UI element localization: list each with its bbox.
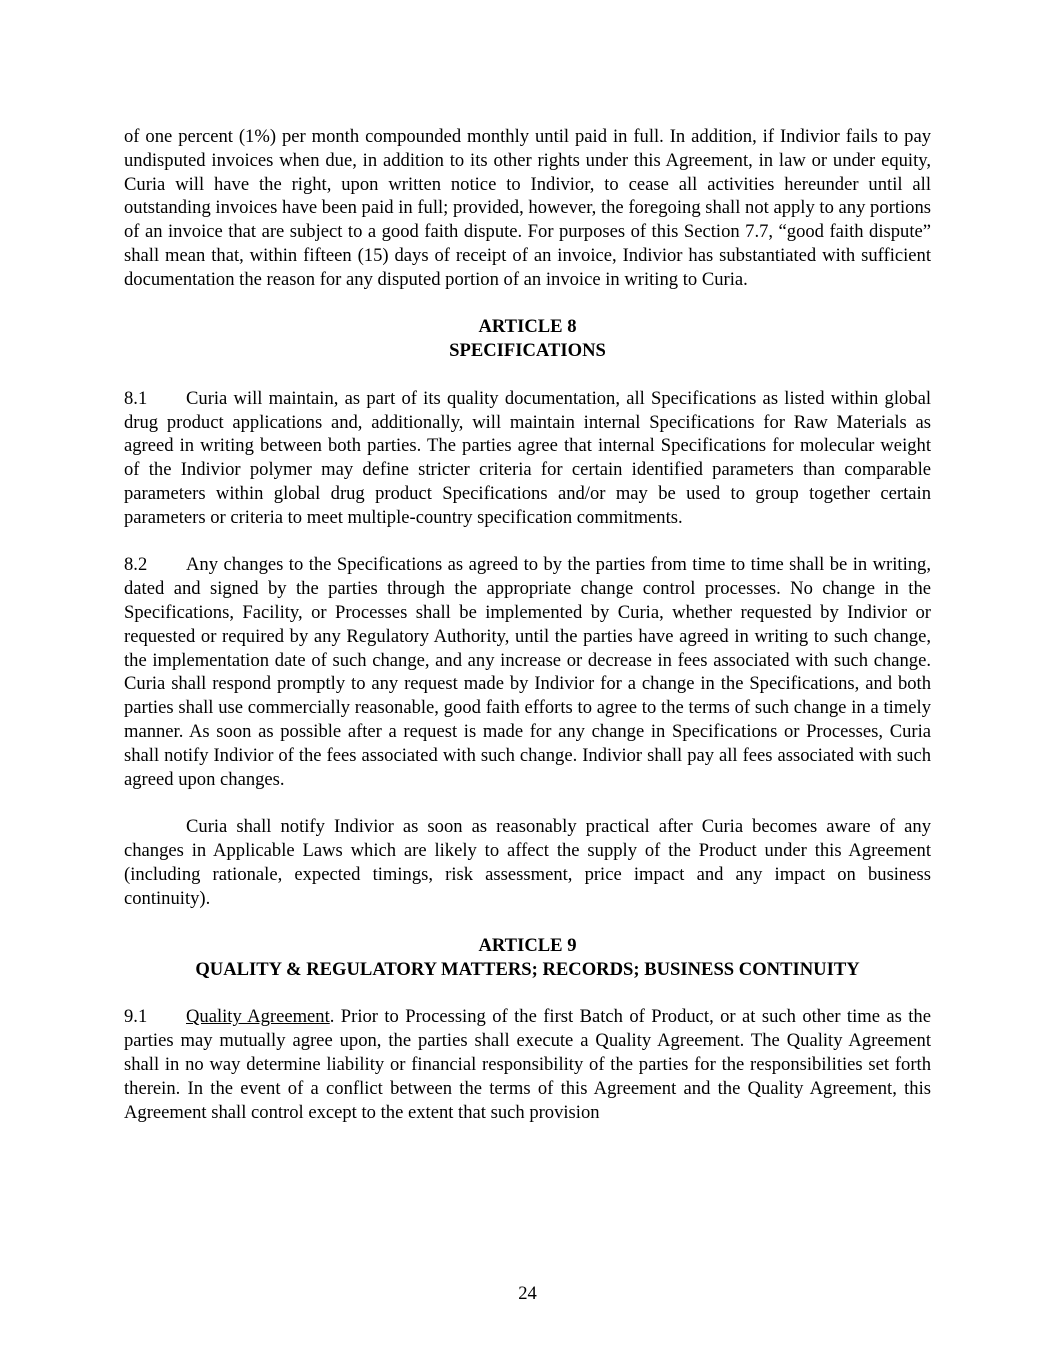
section-9-1-heading: Quality Agreement (186, 1006, 330, 1028)
section-8-2-text: Any changes to the Specifications as agreed to by the parties from time to time shall be in writing, dated and signed by the parties through the appropriate change control processes. No change in the Specifications, Facility, or Processes shall be implemented by Curia, whether requested by Indivior or requested or required by any Regulatory Authority, until the parties have agreed in writing to such change, the implementation date of such change, and any increase or decrease in fees associated with such change. Curia shall respond promptly to any request made by Indivior for a change in the Specifications, and both parties shall use commercially reasonable, good faith efforts to agree to the terms of such change in a timely manner. As soon as possible after a request is made for any change in Specifications or Processes, Curia shall notify Indivior of the fees associated with such change. Indivior shall pay all fees associated with such agreed upon changes. (124, 554, 931, 790)
section-8-1-text: Curia will maintain, as part of its quality documentation, all Specifications as listed within global drug product applications and, additionally, will maintain internal Specifications for Raw Materials as agreed in writing between both parties. The parties agree that internal Specifications for molecular weight of the Indivior polymer may define stricter criteria for certain identified parameters than comparable parameters within global drug product Specifications and/or may be used to group together certain parameters or criteria to meet multiple-country specification commitments. (124, 387, 931, 528)
section-8-2-number: 8.2 (124, 554, 148, 576)
page-number: 24 (518, 1283, 537, 1304)
article-8-number: ARTICLE 8 (478, 316, 577, 338)
spacer (124, 292, 931, 316)
section-8-1-number: 8.1 (124, 387, 148, 409)
article-9-number: ARTICLE 9 (478, 935, 577, 957)
section-8-1 (124, 387, 931, 530)
section-8-2 (124, 553, 931, 791)
article-9-title: QUALITY & REGULATORY MATTERS; RECORDS; BUSINESS CONTINUITY (195, 958, 860, 980)
spacer (124, 363, 931, 387)
section-9-1-number: 9.1 (124, 1006, 148, 1028)
spacer (124, 982, 931, 1006)
section-8-2-additional-paragraph: Curia shall notify Indivior as soon as reasonably practical after Curia becomes aware of any changes in Applicable Laws which are likely to affect the supply of the Product under this Agreement (including rationale, expected timings, risk assessment, price impact and any impact on business continuity). (124, 816, 931, 909)
paragraph-7-7-continued: of one percent (1%) per month compounded monthly until paid in full. In addition, if Indivior fails to pay undisputed invoices when due, in addition to its other rights under this Agreement, in law or under equity, Curia will have the right, upon written notice to Indivior, to cease all activities hereunder until all outstanding invoices have been paid in full; provided, however, the foregoing shall not apply to any portions of an invoice that are subject to a good faith dispute. For purposes of this Section 7.7, “good faith dispute” shall mean that, within fifteen (15) days of receipt of an invoice, Indivior has substantiated with sufficient documentation the reason for any disputed portion of an invoice in writing to Curia. (124, 126, 931, 290)
spacer (124, 530, 931, 554)
article-8-title: SPECIFICATIONS (449, 340, 606, 362)
section-9-1-text: . Prior to Processing of the first Batch of Product, or at such other time as the parties may mutually agree upon, the parties shall execute a Quality Agreement. The Quality Agreement shall in no way determine liability or financial responsibility of the parties for the responsibilities set forth therein. In the event of a conflict between the terms of this Agreement and the Quality Agreement, this Agreement shall control except to the extent that such provision (124, 1006, 931, 1123)
spacer (124, 791, 931, 815)
spacer (124, 910, 931, 934)
document-body (124, 125, 931, 1124)
section-9-1 (124, 1005, 931, 1124)
